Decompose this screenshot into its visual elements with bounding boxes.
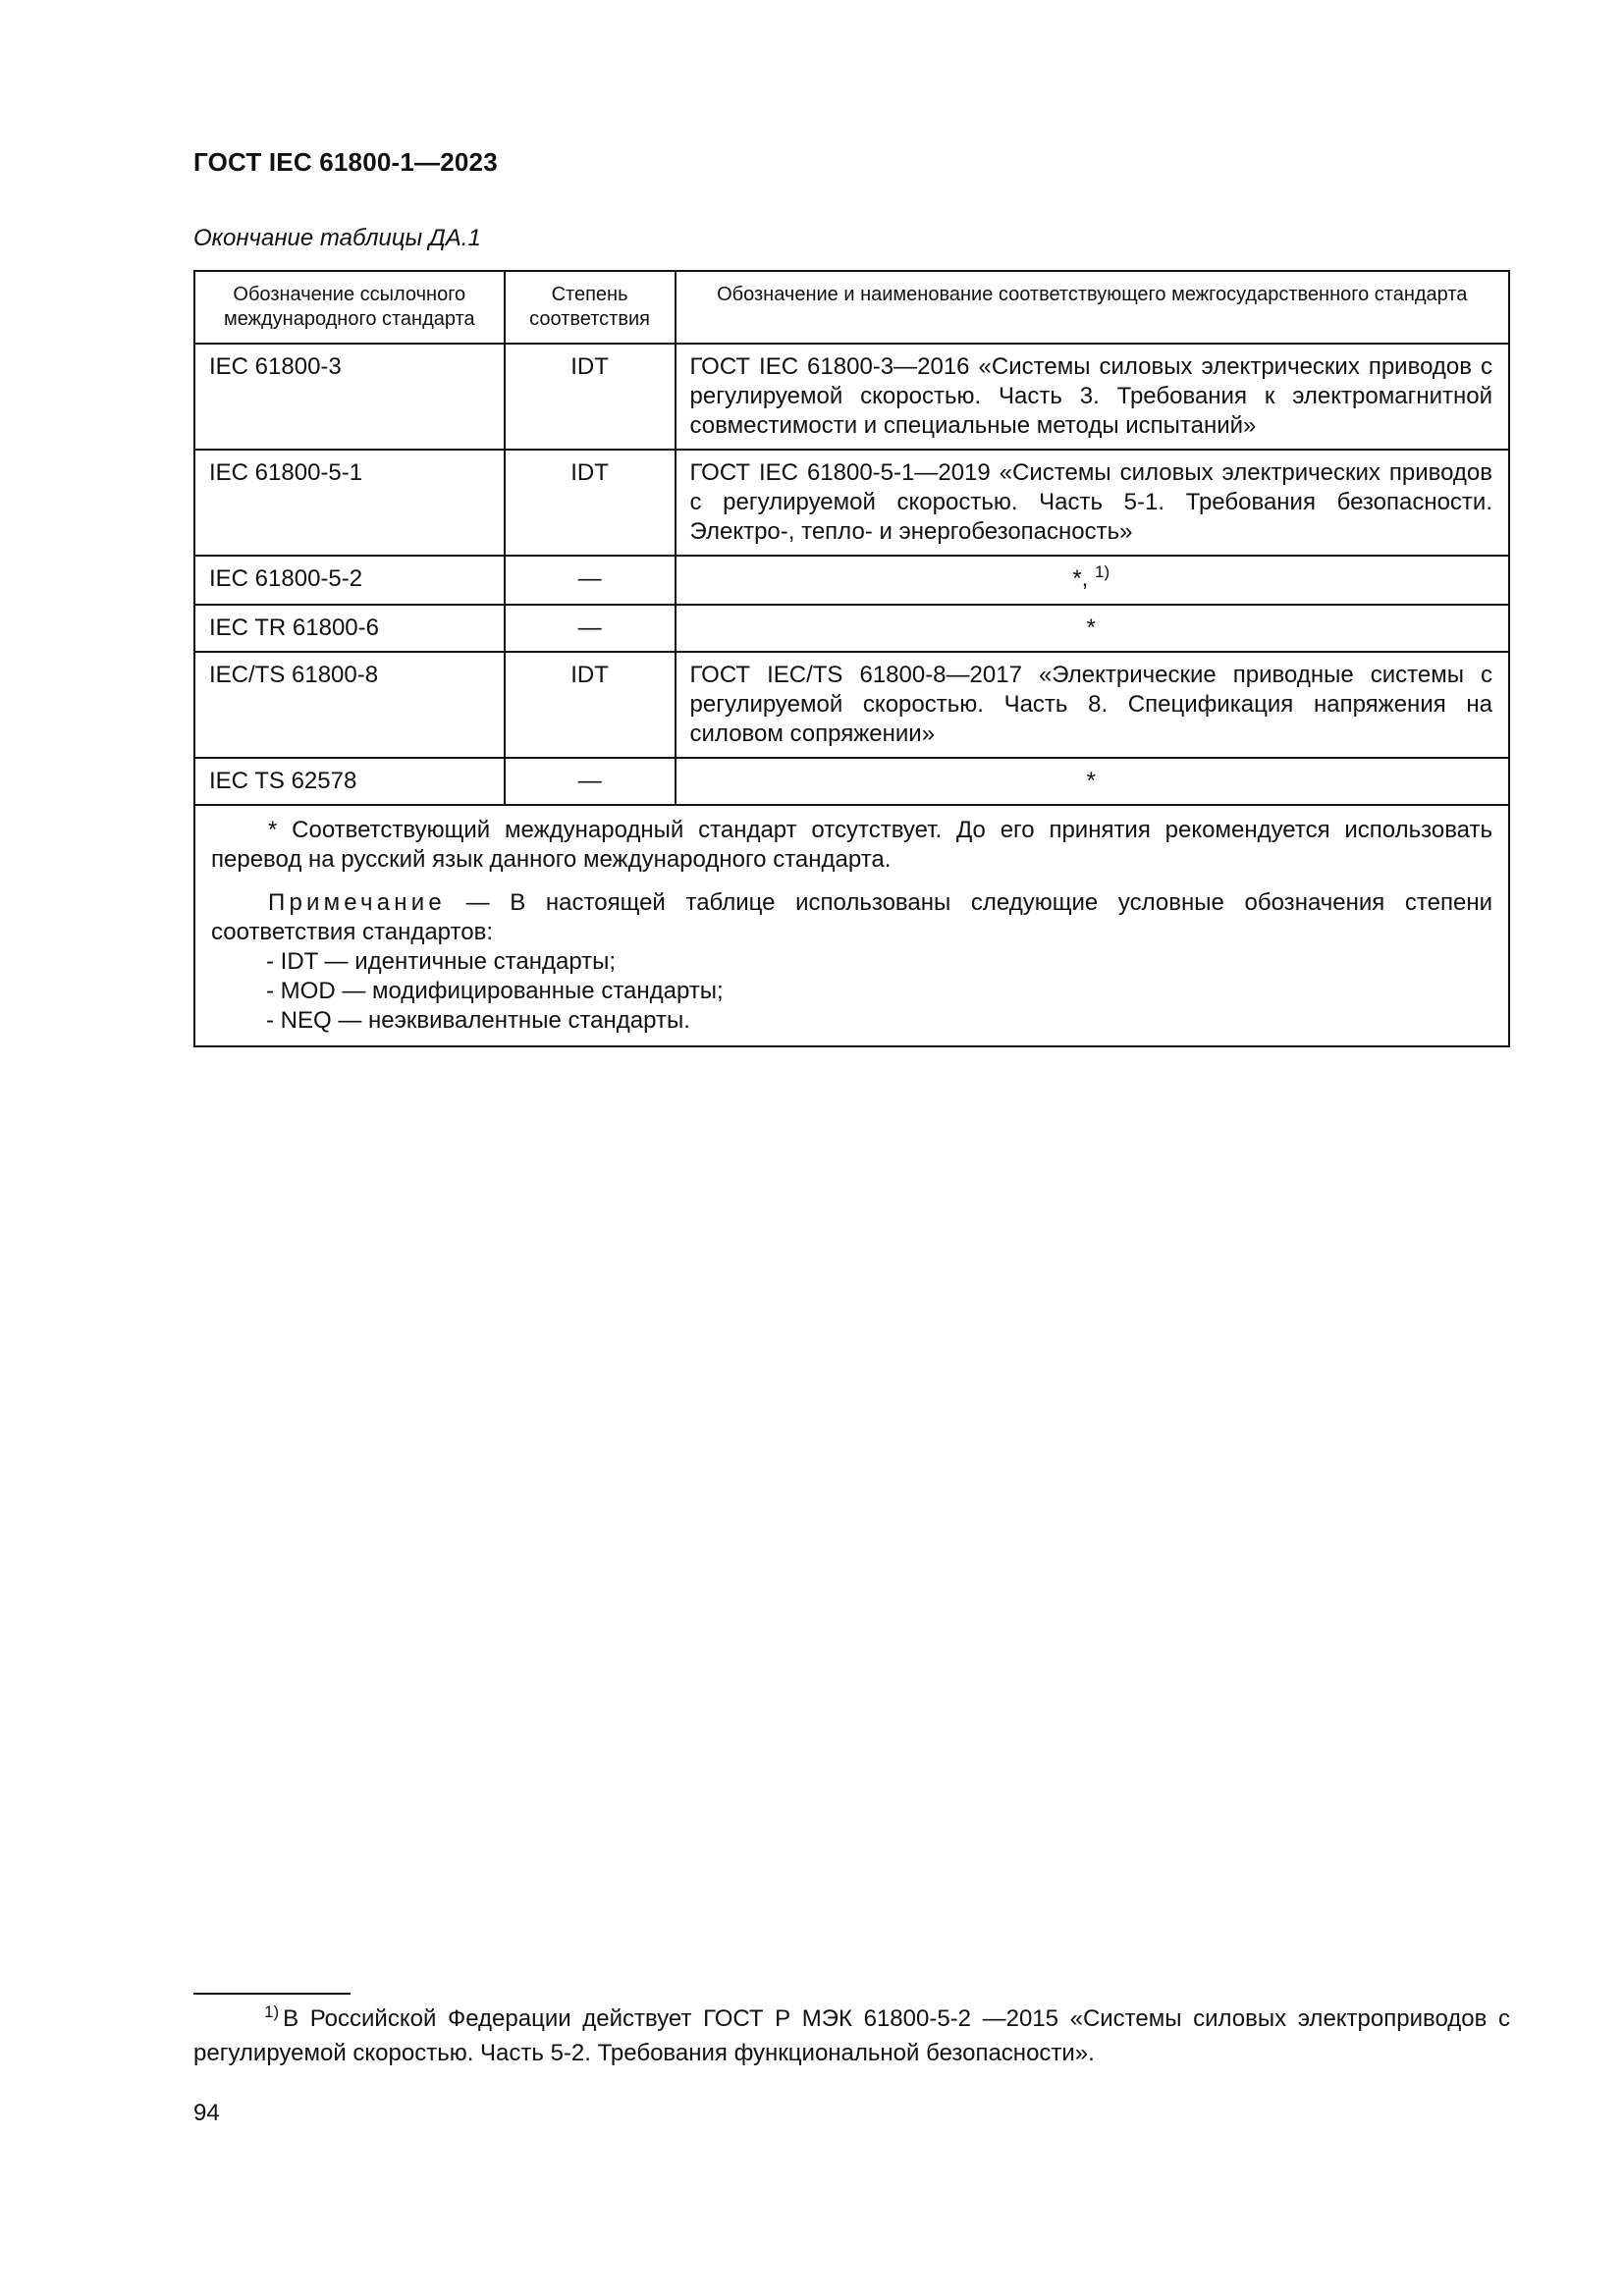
standard-name-cell: [676, 556, 1509, 605]
table-row: [194, 605, 1509, 652]
no-standard-mark: *: [1086, 614, 1096, 641]
table-row: [194, 556, 1509, 605]
standard-code-cell: IEC 61800-3: [194, 344, 505, 450]
list-item: - IDT — идентичные стандарты;: [266, 948, 617, 975]
standard-code-cell: IEC/TS 61800-8: [194, 652, 505, 758]
standard-code-cell: IEC 61800-5-2: [194, 556, 505, 605]
column-header-degree: Степень соответствия: [505, 271, 676, 344]
footnote-divider: [193, 1993, 351, 1995]
table-caption: Окончание таблицы ДА.1: [193, 225, 481, 251]
standard-name-cell: ГОСТ IEC 61800-5-1—2019 «Системы силовых электрических приводов с регулируемой скоростью. Часть 5-1. Требования безопасности. Электро-, тепло- и энергобезопасность»: [676, 450, 1509, 556]
table-row: [194, 758, 1509, 805]
note-label: Примечание: [268, 889, 446, 916]
degree-cell: IDT: [505, 450, 676, 556]
column-header-name: Обозначение и наименование соответствующего межгосударственного стандарта: [676, 271, 1509, 344]
table-row: [194, 652, 1509, 758]
standard-code-cell: IEC TS 62578: [194, 758, 505, 805]
page-number: 94: [193, 2100, 220, 2126]
list-item: - NEQ — неэквивалентные стандарты.: [266, 1007, 690, 1034]
degree-cell: —: [505, 556, 676, 605]
footnote-ref: 1): [1095, 562, 1110, 581]
star-footnote: * Соответствующий международный стандарт отсутствует. До его принятия рекомендуется использовать перевод на русский язык данного международного стандарта.: [211, 817, 1492, 873]
document-header: ГОСТ IEC 61800-1—2023: [193, 147, 498, 177]
standards-table: [193, 270, 1510, 1047]
standard-name-cell: [676, 605, 1509, 652]
degree-cell: —: [505, 605, 676, 652]
column-header-code: Обозначение ссылочного международного стандарта: [194, 271, 505, 344]
table-notes-row: [194, 805, 1509, 1046]
footnote-marker: 1): [264, 2002, 280, 2021]
standard-name-cell: ГОСТ IEC/TS 61800-8—2017 «Электрические приводные системы с регулируемой скоростью. Часть 8. Спецификация напряжения на силовом сопряжении»: [676, 652, 1509, 758]
page-footnote: [193, 2002, 1510, 2069]
list-item: - MOD — модифицированные стандарты;: [266, 978, 724, 1004]
degree-cell: IDT: [505, 652, 676, 758]
note-text: — В настоящей таблице использованы следующие условные обозначения степени соответствия стандартов:: [211, 889, 1493, 945]
no-standard-mark: *,: [1072, 565, 1089, 592]
table-notes: [194, 805, 1509, 1046]
note-paragraph: [211, 888, 1492, 947]
degree-cell: —: [505, 758, 676, 805]
table-header-row: [194, 271, 1509, 344]
standard-name-cell: ГОСТ IEC 61800-3—2016 «Системы силовых электрических приводов с регулируемой скоростью. Часть 3. Требования к электромагнитной совместимости и специальные методы испытаний»: [676, 344, 1509, 450]
no-standard-mark: *: [1086, 768, 1096, 794]
standard-code-cell: IEC TR 61800-6: [194, 605, 505, 652]
table-row: [194, 344, 1509, 450]
degree-cell: IDT: [505, 344, 676, 450]
footnote-text: В Российской Федерации действует ГОСТ Р МЭК 61800-5-2 —2015 «Системы силовых электроприводов с регулируемой скоростью. Часть 5-2. Требования функциональной безопасности».: [193, 2005, 1510, 2066]
standard-name-cell: [676, 758, 1509, 805]
table-row: [194, 450, 1509, 556]
standard-code-cell: IEC 61800-5-1: [194, 450, 505, 556]
